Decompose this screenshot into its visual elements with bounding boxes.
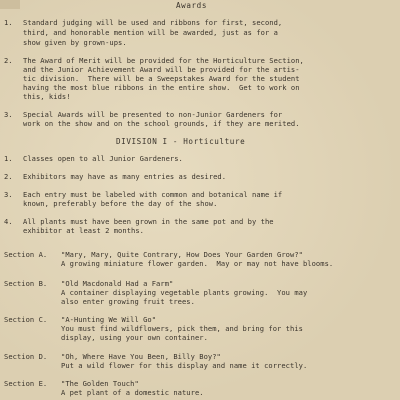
award-line: Special Awards will be presented to non-Junior Gardeners for (23, 110, 283, 119)
rule-number: 3. (4, 190, 13, 199)
awards-heading: Awards (176, 1, 208, 10)
rule-number: 2. (4, 172, 13, 181)
award-line: and the Junior Achievement Award will be provided for the artis- (23, 65, 300, 74)
tape-mark (0, 0, 20, 9)
rule-line: known, preferably before the day of the show. (23, 199, 218, 208)
rule-number: 4. (4, 217, 13, 226)
rule-line: All plants must have been grown in the same pot and by the (23, 217, 274, 226)
section-line: You must find wildflowers, pick them, and bring for this (61, 324, 303, 333)
section-line: A growing miniature flower garden. May or may not have blooms. (61, 259, 334, 268)
rule-line: exhibitor at least 2 months. (23, 226, 144, 235)
division-heading: DIVISION I - Horticulture (116, 137, 246, 146)
award-line: third, and honorable mention will be awarded, just as for a (23, 28, 278, 37)
section-line: "A-Hunting We Will Go" (61, 315, 157, 324)
section-line: A container displaying vegetable plants growing. You may (61, 288, 308, 297)
award-line: work on the show and on the school grounds, if they are merited. (23, 119, 300, 128)
award-line: show given by grown-ups. (23, 38, 127, 47)
rule-number: 1. (4, 154, 13, 163)
section-line: A pet plant of a domestic nature. (61, 388, 204, 397)
section-line: also enter growing fruit trees. (61, 297, 195, 306)
section-label: Section B. (4, 279, 48, 288)
section-line: "Oh, Where Have You Been, Billy Boy?" (61, 352, 221, 361)
award-number: 1. (4, 18, 13, 27)
rule-line: Exhibitors may have as many entries as desired. (23, 172, 227, 181)
award-line: The Award of Merit will be provided for the Horticulture Section, (23, 56, 304, 65)
section-label: Section A. (4, 250, 48, 259)
rule-line: Each entry must be labeled with common and botanical name if (23, 190, 283, 199)
section-line: "Old Macdonald Had a Farm" (61, 279, 174, 288)
section-label: Section D. (4, 352, 48, 361)
award-line: Standard judging will be used and ribbons for first, second, (23, 18, 283, 27)
section-line: display, using your own container. (61, 333, 208, 342)
award-line: tic division. There will be a Sweepstakes Award for the student (23, 74, 300, 83)
award-line: this, kids! (23, 92, 71, 101)
section-label: Section C. (4, 315, 48, 324)
award-number: 3. (4, 110, 13, 119)
section-line: "Mary, Mary, Quite Contrary, How Does Your Garden Grow?" (61, 250, 303, 259)
section-label: Section E. (4, 379, 48, 388)
award-number: 2. (4, 56, 13, 65)
award-line: having the most blue ribbons in the entire show. Get to work on (23, 83, 300, 92)
rule-line: Classes open to all Junior Gardeners. (23, 154, 183, 163)
section-line: "The Golden Touch" (61, 379, 139, 388)
section-line: Put a wild flower for this display and name it correctly. (61, 361, 308, 370)
